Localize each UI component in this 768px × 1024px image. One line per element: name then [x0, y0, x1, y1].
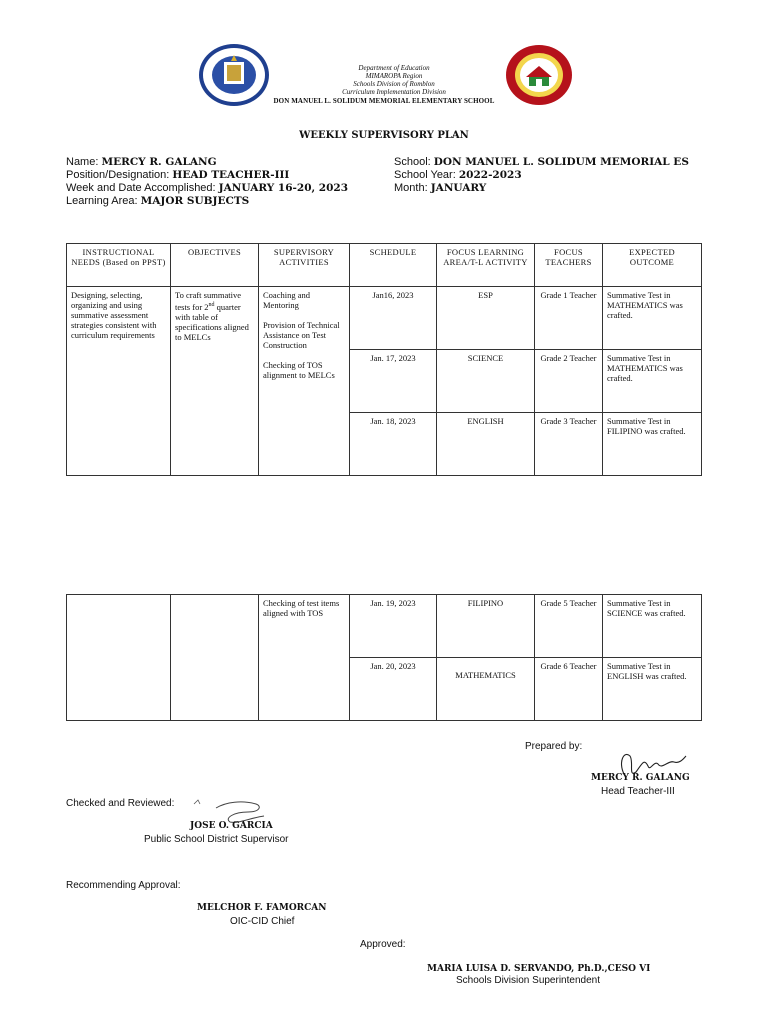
name-label: Name: [66, 156, 99, 168]
objective-cell [171, 287, 259, 476]
position-label: Position/Designation: [66, 169, 170, 181]
outcome-cell: Summative Test in MATHEMATICS was crafted. [603, 287, 702, 350]
schedule-cell: Jan. 18, 2023 [350, 413, 437, 476]
supervisory-plan-table-continued [66, 594, 702, 721]
school-value: DON MANUEL L. SOLIDUM MEMORIAL ES [433, 156, 689, 168]
activity-technical-assistance: Provision of Technical Assistance on Test Construction [263, 320, 340, 350]
school-year-label: School Year: [394, 169, 456, 181]
outcome-cell: Summative Test in MATHEMATICS was crafted. [603, 350, 702, 413]
month-value: JANUARY [430, 182, 487, 194]
schedule-cell: Jan. 19, 2023 [350, 595, 437, 658]
approved-name: MARIA LUISA D. SERVANDO, Ph.D.,CESO VI [427, 964, 651, 974]
info-week [66, 181, 348, 195]
area-label: Learning Area: [66, 195, 138, 207]
header-region: MIMAROPA Region [365, 72, 423, 80]
header-focus-teachers: FOCUS TEACHERS [535, 244, 603, 287]
header-supervisory-activities: SUPERVISORY ACTIVITIES [259, 244, 350, 287]
objective-text-cont: quarter with table of specifications aligned to MELCs [175, 301, 249, 342]
focus-teacher-cell: Grade 6 Teacher [535, 658, 603, 721]
info-position [66, 168, 289, 182]
approved-position: Schools Division Superintendent [456, 975, 600, 986]
focus-area-cell: ESP [437, 287, 535, 350]
approved-label: Approved: [360, 939, 406, 950]
activity-coaching: Coaching and Mentoring [263, 290, 310, 310]
focus-area-cell: ENGLISH [437, 413, 535, 476]
recommending-approval-label: Recommending Approval: [66, 880, 181, 891]
objective-text: To craft summative tests for 2 [175, 290, 241, 312]
info-area [66, 194, 249, 208]
month-label: Month: [394, 182, 428, 194]
header-expected-outcome: EXPECTED OUTCOME [603, 244, 702, 287]
checked-reviewed-label: Checked and Reviewed: [66, 798, 175, 809]
schedule-cell: Jan. 17, 2023 [350, 350, 437, 413]
header-objectives: OBJECTIVES [171, 244, 259, 287]
recommending-approval-name: MELCHOR F. FAMORCAN [197, 903, 327, 913]
header-focus-area: FOCUS LEARNING AREA/T-L ACTIVITY [437, 244, 535, 287]
document-title: WEEKLY SUPERVISORY PLAN [299, 130, 469, 141]
prepared-by-label: Prepared by: [525, 741, 583, 752]
week-label: Week and Date Accomplished: [66, 182, 216, 194]
header-school: DON MANUEL L. SOLIDUM MEMORIAL ELEMENTARY SCHOOL [273, 97, 495, 105]
table-header-row [67, 244, 702, 287]
focus-area-cell: FILIPINO [437, 595, 535, 658]
focus-area-cell: MATHEMATICS [437, 658, 535, 721]
instructional-need-cell: Designing, selecting, organizing and using summative assessment strategies consistent with curriculum requirements [67, 287, 171, 476]
header-schedule: SCHEDULE [350, 244, 437, 287]
header-cid: Curriculum Implementation Division [342, 88, 446, 96]
schedule-cell: Jan. 20, 2023 [350, 658, 437, 721]
info-school-year [394, 168, 522, 182]
focus-teacher-cell: Grade 1 Teacher [535, 287, 603, 350]
area-value: MAJOR SUBJECTS [140, 195, 250, 207]
focus-teacher-cell: Grade 3 Teacher [535, 413, 603, 476]
objective-superscript: nd [208, 302, 215, 308]
name-value: MERCY R. GALANG [101, 156, 217, 168]
outcome-cell: Summative Test in SCIENCE was crafted. [603, 595, 702, 658]
activity-tos-checking: Checking of TOS alignment to MELCs [263, 360, 335, 380]
prepared-by-position: Head Teacher-III [601, 786, 675, 797]
table-row [67, 287, 702, 350]
header-department: Department of Education [358, 64, 430, 72]
info-name [66, 155, 217, 169]
checked-reviewed-name: JOSE O. GARCIA [190, 821, 273, 831]
week-value: JANUARY 16-20, 2023 [218, 182, 349, 194]
focus-teacher-cell: Grade 2 Teacher [535, 350, 603, 413]
checked-reviewed-position: Public School District Supervisor [144, 834, 289, 845]
outcome-cell: Summative Test in FILIPINO was crafted. [603, 413, 702, 476]
table-row [67, 595, 702, 658]
activities-cell [259, 287, 350, 476]
recommending-approval-position: OIC-CID Chief [230, 916, 295, 927]
objective-cell [171, 595, 259, 721]
supervisory-plan-table [66, 243, 702, 476]
info-school [394, 155, 689, 169]
info-month [394, 181, 486, 195]
focus-teacher-cell: Grade 5 Teacher [535, 595, 603, 658]
focus-area-cell: SCIENCE [437, 350, 535, 413]
activity-test-items: Checking of test items aligned with TOS [259, 595, 350, 721]
school-year-value: 2022-2023 [458, 169, 522, 181]
header-division: Schools Division of Romblon [353, 80, 435, 88]
position-value: HEAD TEACHER-III [172, 169, 290, 181]
schedule-cell: Jan16, 2023 [350, 287, 437, 350]
header-instructional-needs: INSTRUCTIONAL NEEDS (Based on PPST) [67, 244, 171, 287]
school-label: School: [394, 156, 431, 168]
outcome-cell: Summative Test in ENGLISH was crafted. [603, 658, 702, 721]
instructional-need-cell [67, 595, 171, 721]
prepared-by-name: MERCY R. GALANG [591, 773, 690, 783]
